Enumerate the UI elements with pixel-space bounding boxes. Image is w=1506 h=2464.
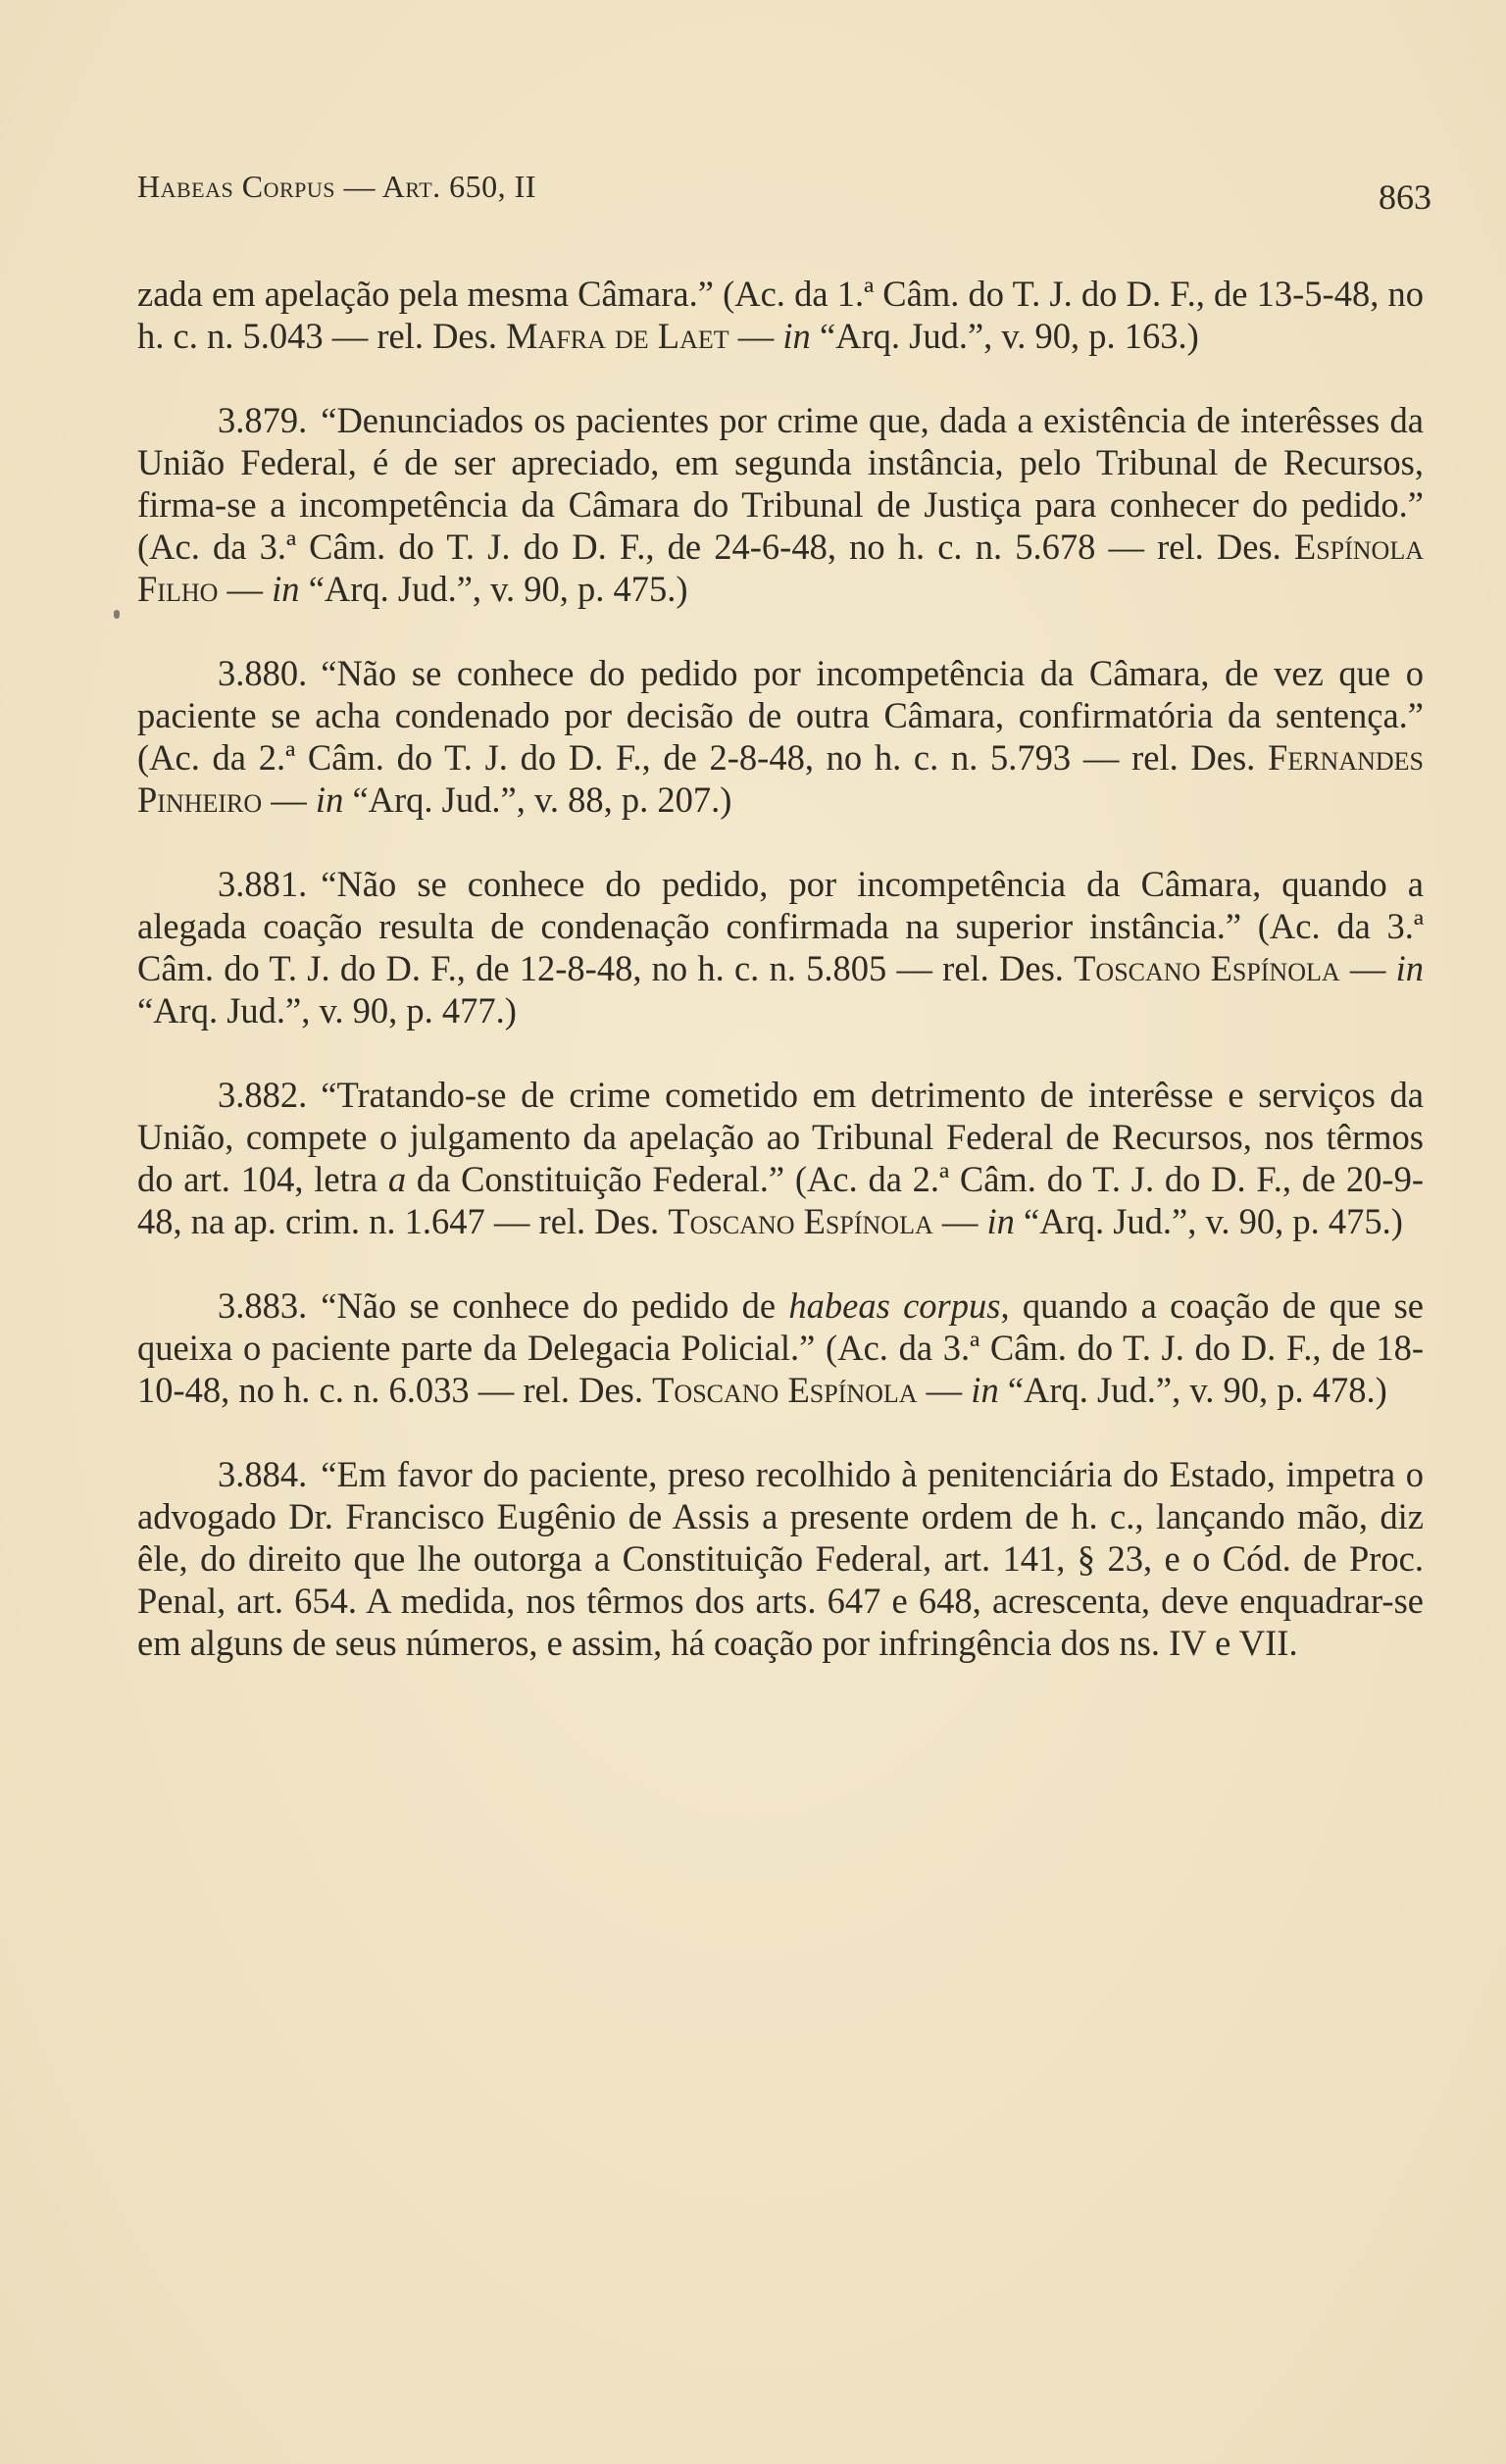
author-name: Toscano Espínola (1074, 948, 1340, 988)
text-segment: “Arq. Jud.”, v. 90, p. 477.) (137, 990, 517, 1031)
italic-text: in (782, 316, 811, 356)
entry-number: 3.880. (218, 653, 308, 693)
text-segment: “Não se conhece do pedido, por incompetência da Câmara, quando a alegada coação resulta de condenação confirmada na superior instância.” (Ac. da 3.ª Câm. do T. J. do D. F., de 12-8-48, no h. c. n. 5.805 — rel. Des. (137, 864, 1424, 988)
text-segment: “Arq. Jud.”, v. 88, p. 207.) (343, 779, 732, 820)
text-segment: — (932, 1201, 987, 1241)
entry-paragraph (137, 1074, 1424, 1242)
italic-text: in (315, 779, 344, 820)
italic-text: in (272, 569, 300, 609)
italic-text: in (986, 1201, 1015, 1241)
italic-text: habeas corpus (788, 1285, 1001, 1326)
text-segment: — (917, 1370, 972, 1410)
author-name: Toscano Espínola (652, 1370, 918, 1410)
entry-paragraph (137, 399, 1424, 610)
text-segment: da Constituição Federal.” (Ac. da 2.ª Câm. do T. J. do D. F., de 20-9-48, na ap. crim. n. 1.647 — rel. Des. (137, 1159, 1424, 1241)
running-head: Habeas Corpus — Art. 650, II (137, 169, 536, 204)
italic-text: in (1395, 948, 1425, 988)
author-name: Toscano Espínola (668, 1201, 933, 1241)
entry-number: 3.882. (218, 1075, 308, 1115)
text-segment: “Não se conhece do pedido de (321, 1285, 789, 1326)
author-name: Fernandes Pinheiro (137, 737, 1424, 820)
text-segment: — (1339, 948, 1396, 988)
text-segment: “Arq. Jud.”, v. 90, p. 163.) (810, 316, 1199, 356)
body-text (137, 273, 1424, 1664)
page-number: 863 (1379, 177, 1431, 217)
text-segment: — (728, 316, 783, 356)
italic-text: in (971, 1370, 999, 1410)
text-segment: “Arq. Jud.”, v. 90, p. 478.) (998, 1370, 1387, 1410)
entry-number: 3.884. (218, 1454, 308, 1494)
entry-number: 3.883. (218, 1285, 308, 1326)
entry-number: 3.881. (218, 864, 308, 904)
author-name: Mafra de Laet (506, 316, 729, 356)
entry-paragraph (137, 1284, 1424, 1411)
text-segment: — (218, 569, 273, 609)
entry-paragraph (137, 863, 1424, 1031)
text-segment: — (262, 779, 316, 820)
page-header (137, 169, 1431, 218)
margin-mark (114, 610, 120, 619)
entry-paragraph (137, 1453, 1424, 1664)
text-segment: “Arq. Jud.”, v. 90, p. 475.) (1014, 1201, 1403, 1241)
italic-text: a (387, 1159, 407, 1199)
entry-number: 3.879. (218, 400, 308, 440)
text-segment: “Em favor do paciente, preso recolhido à penitenciária do Estado, impetra o advogado Dr. Francisco Eugênio de Assis a presente ordem de h. c., lançando mão, diz êle, do direito que lhe outorga a Constituição Federal, art. 141, § 23, e o Cód. de Proc. Penal, art. 654. A medida, nos têrmos dos arts. 647 e 648, acrescenta, deve enquadrar-se em alguns de seus números, e assim, há coação por infringência dos ns. IV e VII. (137, 1454, 1424, 1663)
text-segment: zada em apelação pela mesma Câmara.” (Ac. da 1.ª Câm. do T. J. do D. F., de 13-5-48, no h. c. n. 5.043 — rel. Des. (137, 274, 1424, 356)
text-segment: “Arq. Jud.”, v. 90, p. 475.) (299, 569, 688, 609)
entry-paragraph (137, 652, 1424, 821)
text-segment: “Não se conhece do pedido por incompetência da Câmara, de vez que o paciente se acha condenado por decisão de outra Câmara, confirmatória da sentença.” (Ac. da 2.ª Câm. do T. J. do D. F., de 2-8-48, no h. c. n. 5.793 — rel. Des. (137, 653, 1424, 778)
author-name: Espínola Filho (137, 527, 1424, 609)
text-segment: “Denunciados os pacientes por crime que, dada a existência de interêsses da União Federal, é de ser apreciado, em segunda instância, pelo Tribunal de Recursos, firma-se a incompetência da Câmara do Tribunal de Justiça para conhecer do pedido.” (Ac. da 3.ª Câm. do T. J. do D. F., de 24-6-48, no h. c. n. 5.678 — rel. Des. (137, 400, 1424, 567)
text-segment: “Tratando-se de crime cometido em detrimento de interêsse e serviços da União, compete o julgamento da apelação ao Tribunal Federal de Recursos, nos têrmos do art. 104, letra (137, 1075, 1424, 1199)
continuation-paragraph (137, 273, 1424, 357)
text-segment: , quando a coação de que se queixa o paciente parte da Delegacia Policial.” (Ac. da 3.ª Câm. do T. J. do D. F., de 18-10-48, no h. c. n. 6.033 — rel. Des. (137, 1285, 1424, 1410)
